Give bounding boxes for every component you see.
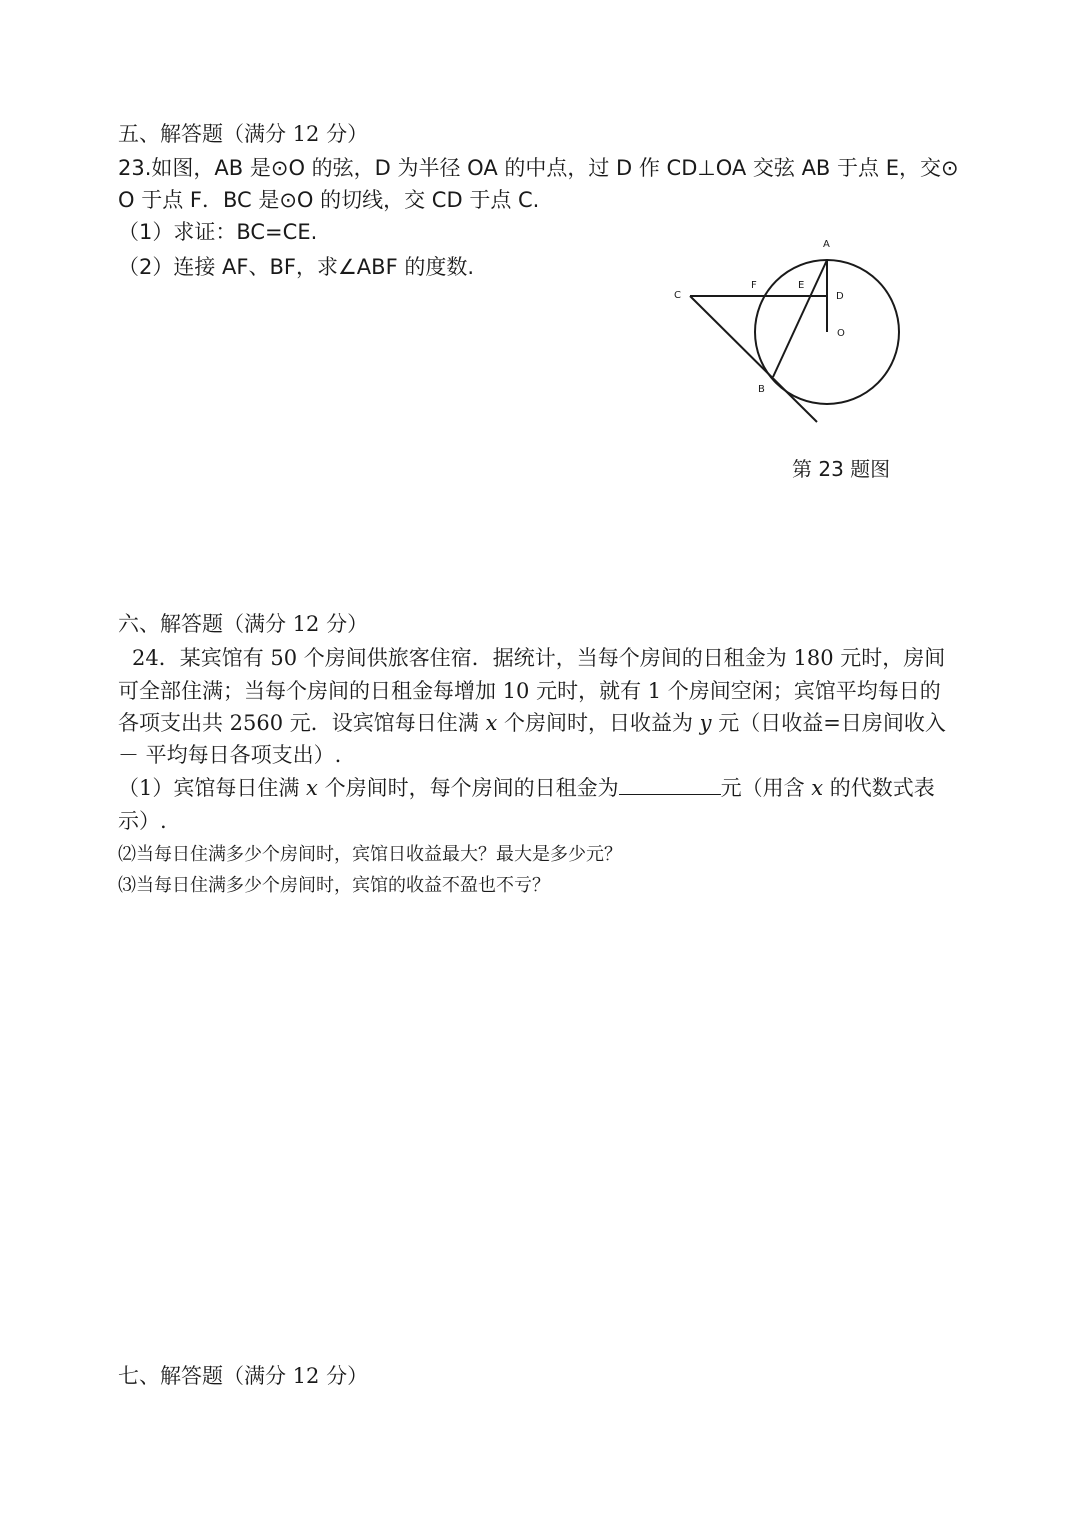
q24-part1-text-b: 个房间时，每个房间的日租金为 [317,776,619,800]
label-a: A [823,239,830,250]
q24-line2: 可全部住满；当每个房间的日租金每增加 10 元时，就有 1 个房间空闲；宾馆平均每日的 [118,679,941,703]
var-x: x [485,711,498,735]
q23-geometry-figure [660,232,920,432]
q24-part3: ⑶当每日住满多少个房间时，宾馆的收益不盈也不亏？ [118,875,550,896]
q23-part2: （2）连接 AF、BF，求∠ABF 的度数. [118,255,474,279]
q24-part1 [118,773,935,803]
q24-part1-cont: 示）. [118,809,167,833]
section5-heading: 五、解答题（满分 12 分） [118,122,369,146]
label-d: D [836,291,844,302]
label-f: F [751,280,757,291]
label-e: E [798,280,805,291]
var-x: x [811,776,824,800]
q24-line3-text-c: 元（日收益=日房间收入 [711,711,946,735]
q24-part1-text-a: （1）宾馆每日住满 [118,776,307,800]
section6-heading: 六、解答题（满分 12 分） [118,612,369,636]
q23-line1: 23.如图，AB 是⊙O 的弦，D 为半径 OA 的中点，过 D 作 CD⊥OA 交弦 AB 于点 E，交⊙ [118,156,959,180]
q24-line3 [118,708,946,738]
q23-part1: （1）求证：BC=CE. [118,220,318,244]
q24-line1: 24．某宾馆有 50 个房间供旅客住宿．据统计，当每个房间的日租金为 180 元时，房间 [132,646,946,670]
section7-heading: 七、解答题（满分 12 分） [118,1364,369,1388]
q24-part1-text-c: 元（用含 [720,776,812,800]
q24-line4: － 平均每日各项支出）. [118,743,342,767]
label-b: B [758,384,765,395]
var-x: x [306,776,318,800]
q24-line3-text-b: 个房间时，日收益为 [497,711,700,735]
q24-part2: ⑵当每日住满多少个房间时，宾馆日收益最大？最大是多少元？ [118,844,622,865]
tangent-bc [690,296,817,422]
label-c: C [674,290,681,301]
figure-caption: 第 23 题图 [792,457,891,481]
q23-line2: O 于点 F．BC 是⊙O 的切线，交 CD 于点 C. [118,188,540,212]
answer-blank[interactable] [619,774,721,795]
var-y: y [699,711,712,735]
label-o: O [837,328,845,339]
q24-part1-text-d: 的代数式表 [823,776,935,800]
q24-line3-text-a: 各项支出共 2560 元．设宾馆每日住满 [118,711,486,735]
